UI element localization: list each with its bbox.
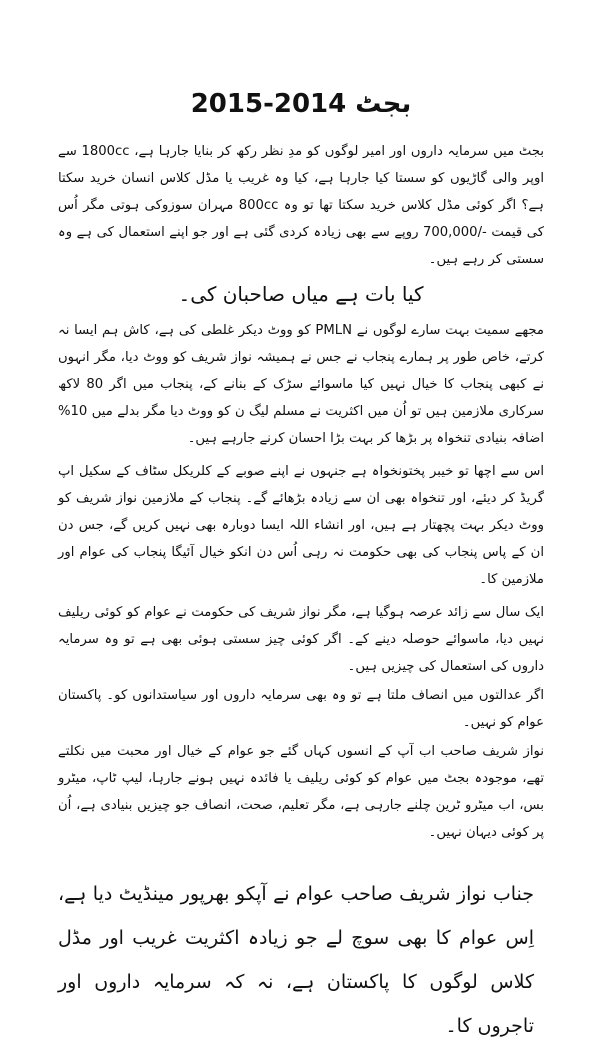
paragraph-kpk: اس سے اچھا تو خیبر پختونخواہ ہے جنہوں نے اپنے صوبے کے کلریکل سٹاف کے سکیل اپ گریڈ کر دیئے، اور تنخواہ بھی ان سے زیادہ بڑھائے گے۔ پنجاب کے ملازمین نواز شریف کو ووٹ دیکر بہت پچھتار ہے ہیں، اور انشاء اللہ ایسا دوبارہ بھی نہیں کریں گے، جس دن ان کے پاس پنجاب کی بھی حکومت نہ رہی اُس دن انکو خیال آئیگا پنجاب کی عوام اور ملازمین کا۔ — [58, 464, 544, 587]
page-title: بجٹ 2014-2015 — [190, 89, 412, 119]
closing-statement: جناب نواز شریف صاحب عوام نے آپکو بھرپور مینڈیٹ دیا ہے، اِس عوام کا بھی سوچ لے جو زیادہ اکثریت غریب اور مڈل کلاس لوگوں کا پاکستان ہے، نہ کہ سرمایہ داروں اور تاجروں کا۔ — [58, 883, 534, 1037]
paragraph-relief: ایک سال سے زائد عرصہ ہوگیا ہے، مگر نواز شریف کی حکومت نے عوام کو کوئی ریلیف نہیں دیا، ماسوائے حوصلہ دینے کے۔ اگر کوئی چیز سستی ہوئی بھی ہے تو وہ سرمایہ داروں کی استعمال کی چیزیں ہیں۔ — [58, 605, 544, 674]
paragraph-courts: اگر عدالتوں میں انصاف ملتا ہے تو وہ بھی سرمایہ داروں اور سیاستدانوں کو۔ پاکستان عوام کو نہیں۔ — [58, 688, 544, 730]
paragraph-budget: بجٹ میں سرمایہ داروں اور امیر لوگوں کو مدِ نظر رکھ کر بنایا جارہا ہے، 1800cc سے اوپر والی گاڑیوں کو سستا کیا جارہا ہے، کیا وہ غریب یا مڈل کلاس انسان خرید سکتا ہے؟ اگر کوئی مڈل کلاس خرید سکتا تھا تو وہ 800cc مہران سوزوکی ہوتی مگر اُس کی قیمت -/700,000 روپے سے بھی زیادہ کردی گئی ہے اور جو اپنے استعمال کی ہے وہ سستی کر رہے ہیں۔ — [58, 144, 545, 267]
paragraph-nawaz-sharif: نواز شریف صاحب اب آپ کے انسوں کہاں گئے جو عوام کے خیال اور محبت میں نکلتے تھے، موجودہ بجٹ میں عوام کو کوئی ریلیف یا فائدہ نہیں ہونے جارہا، لیپ ٹاپ، میٹرو بس، اب میٹرو ٹرین چلنے جارہی ہے، مگر تعلیم، صحت، انصاف جو چیزیں بنیادی ہے، اُن پر کوئی دیہان نہیں۔ — [58, 744, 544, 840]
subheading: کیا بات ہے میاں صاحبان کی۔ — [178, 282, 424, 306]
paragraph-pmln-vote: مجھے سمیت بہت سارے لوگوں نے PMLN کو ووٹ دیکر غلطی کی ہے، کاش ہم ایسا نہ کرتے، خاص طور پر ہمارے پنجاب نے جس نے ہمیشہ نواز شریف کو ووٹ دیا، مگر انہوں نے کبھی پنجاب کا خیال نہیں کیا ماسوائے سڑک کے بنانے کے، پنجاب میں اگر 80 لاکھ سرکاری ملازمین ہیں تو اُن میں اکثریت نے مسلم لیگ ن کو ووٹ دیا مگر بدلے میں 10% اضافہ بنیادی تنخواہ پر بڑھا کر بہت بڑا احسان کرنے جارہے ہیں۔ — [58, 323, 545, 446]
